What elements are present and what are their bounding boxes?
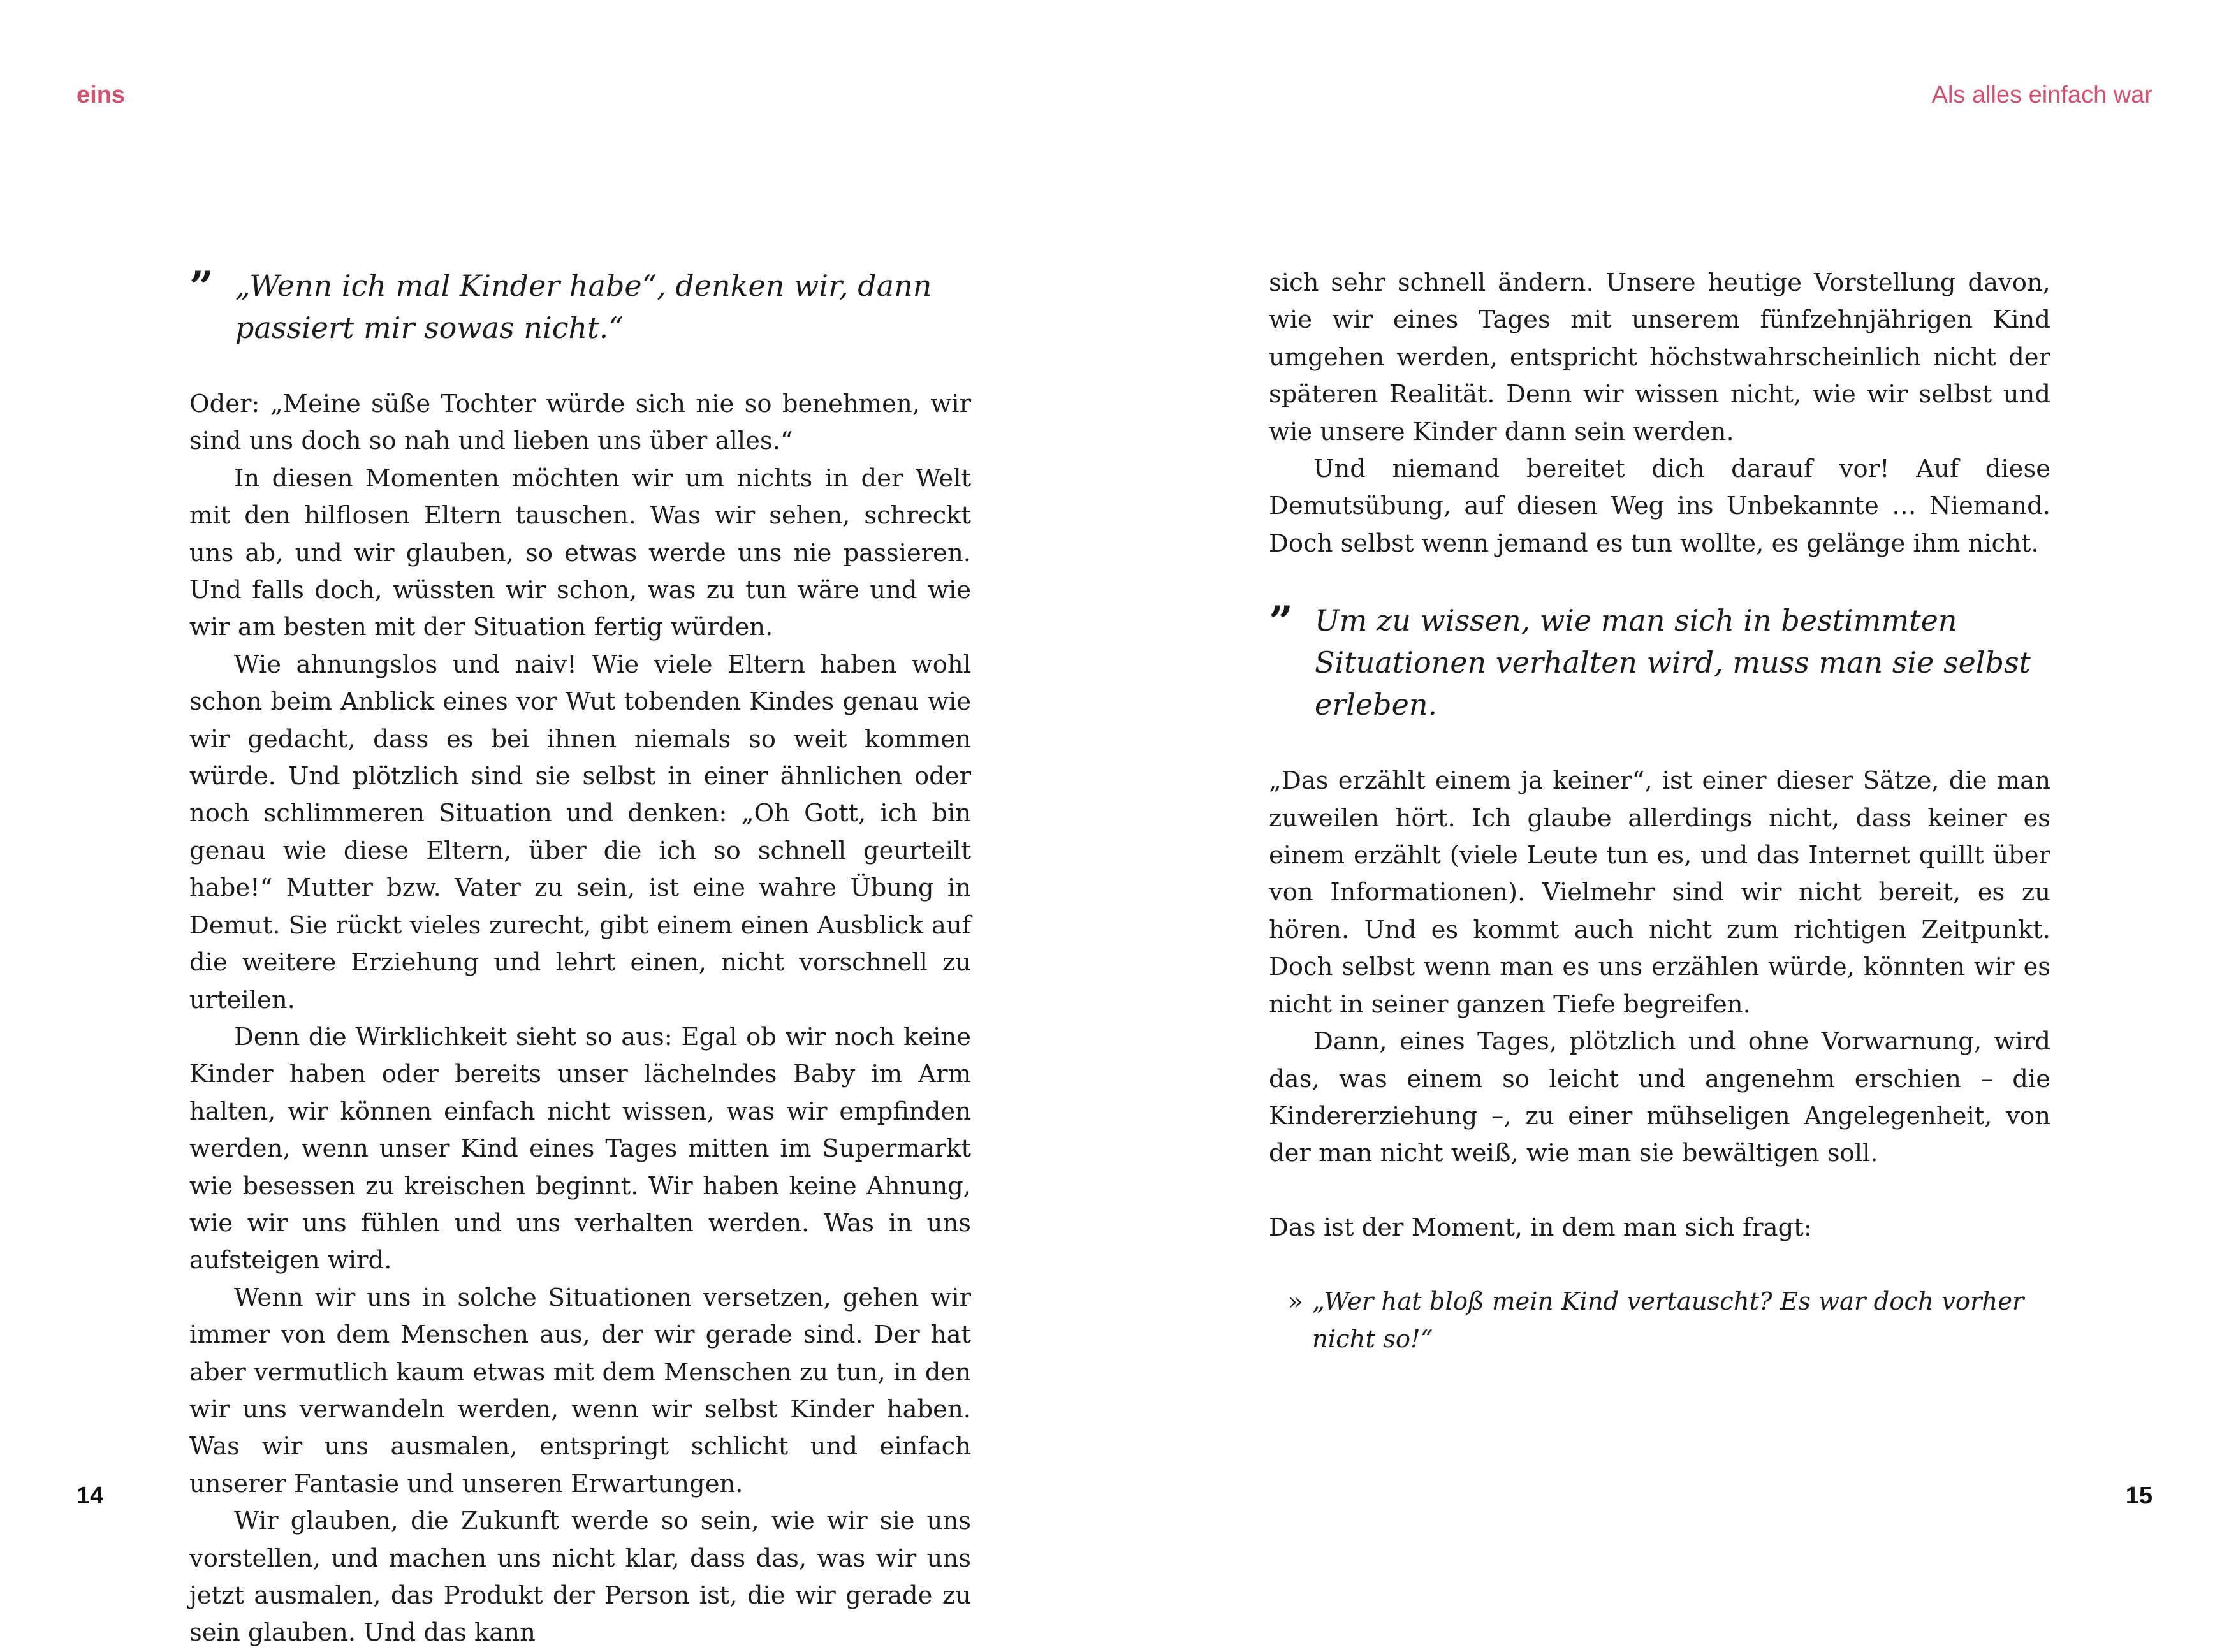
paragraph: Denn die Wirklichkeit sieht so aus: Egal ob wir noch keine Kinder haben oder bereits unser lächelndes Baby im Arm halten, wir können einfach nicht wissen, was wir empfinden werden, wenn unser Kind eines Tages mitten im Supermarkt wie besessen zu kreischen beginnt. Wir haben keine Ahnung, wie wir uns fühlen und uns verhalten werden. Was in uns aufsteigen wird. xyxy=(189,1022,971,1275)
running-title: Als alles einfach war xyxy=(1931,82,2152,108)
chapter-label: eins xyxy=(77,82,126,108)
paragraph: In diesen Momenten möchten wir um nichts in der Welt mit den hilflosen Eltern tauschen. Was wir sehen, schreckt uns ab, und wir glauben, so etwas werde uns nie passieren. Und falls doch, wüssten wir schon, was zu tun wäre und wie wir am besten mit der Situation fertig würden. xyxy=(189,464,971,642)
paragraph: Und niemand bereitet dich darauf vor! Auf diese Demutsübung, auf diesen Weg ins Unbekannte … Niemand. Doch selbst wenn jemand es tun wollte, es gelänge ihm nicht. xyxy=(1269,455,2050,558)
pull-quote-text: Um zu wissen, wie man sich in bestimmten Situationen verhalten wird, muss man sie selbst erleben. xyxy=(1315,603,2031,722)
lead-in-text: Das ist der Moment, in dem man sich fragt: xyxy=(1269,1213,1812,1242)
pull-quote xyxy=(189,262,971,349)
page-number-right: 15 xyxy=(2125,1482,2152,1509)
paragraph: sich sehr schnell ändern. Unsere heutige Vorstellung davon, wie wir eines Tages mit unserem fünfzehnjährigen Kind umgehen werden, entspricht höchstwahrscheinlich nicht der späteren Realität. Denn wir wissen nicht, wie wir selbst und wie unsere Kinder dann sein werden. xyxy=(1269,268,2050,446)
paragraph: Wie ahnungslos und naiv! Wie viele Eltern haben wohl schon beim Anblick eines vor Wut tobenden Kindes genau wie wir gedacht, dass es bei ihnen niemals so weit kommen würde. Und plötzlich sind sie selbst in einer ähnlichen oder noch schlimmeren Situation und denken: „Oh Gott, ich bin genau wie diese Eltern, über die ich so schnell geurteilt habe!“ Mutter bzw. Vater zu sein, ist eine wahre Übung in Demut. Sie rückt vieles zurecht, gibt einem einen Ausblick auf die weitere Erziehung und lehrt einen, nicht vorschnell zu urteilen. xyxy=(189,650,971,1014)
quote-mark-icon: ” xyxy=(189,262,210,312)
right-page-column xyxy=(1269,265,2050,1358)
paragraph: „Das erzählt einem ja keiner“, ist einer dieser Sätze, die man zuweilen hört. Ich glaube allerdings nicht, dass keiner es einem erzählt (viele Leute tun es, und das Internet quillt über von Informationen). Vielmehr sind wir nicht bereit, es zu hören. Und es kommt auch nicht zum richtigen Zeitpunkt. Doch selbst wenn man es uns erzählen würde, könnten wir es nicht in seiner ganzen Tiefe begreifen. xyxy=(1269,766,2050,1019)
pull-quote-text: „Wenn ich mal Kinder habe“, denken wir, dann passiert mir sowas nicht.“ xyxy=(235,268,932,345)
bullet-quote-text: „Wer hat bloß mein Kind vertauscht? Es war doch vorher nicht so!“ xyxy=(1312,1287,2024,1354)
paragraph: Oder: „Meine süße Tochter würde sich nie so benehmen, wir sind uns doch so nah und lieben uns über alles.“ xyxy=(189,390,971,456)
pull-quote xyxy=(1269,599,2050,726)
chevron-right-icon: » xyxy=(1288,1287,1303,1317)
paragraph: Wenn wir uns in solche Situationen versetzen, gehen wir immer von dem Menschen aus, der wir gerade sind. Der hat aber vermutlich kaum etwas mit dem Menschen zu tun, in den wir uns verwandeln werden, wenn wir selbst Kinder haben. Was wir uns ausmalen, entspringt schlicht und einfach unserer Fantasie und unseren Erwartungen. xyxy=(189,1283,971,1498)
bullet-quote xyxy=(1269,1283,2050,1358)
page-number-left: 14 xyxy=(77,1482,104,1509)
quote-mark-icon: ” xyxy=(1269,597,1289,647)
paragraph: Wir glauben, die Zukunft werde so sein, wie wir sie uns vorstellen, und machen uns nicht klar, dass das, was wir uns jetzt ausmalen, das Produkt der Person ist, die wir gerade zu sein glauben. Und das kann xyxy=(189,1507,971,1648)
paragraph: Dann, eines Tages, plötzlich und ohne Vorwarnung, wird das, was einem so leicht und angenehm erschien – die Kindererziehung –, zu einer mühseligen Angelegenheit, von der man nicht weiß, wie man sie bewältigen soll. xyxy=(1269,1027,2050,1168)
left-page-column xyxy=(189,262,971,1652)
